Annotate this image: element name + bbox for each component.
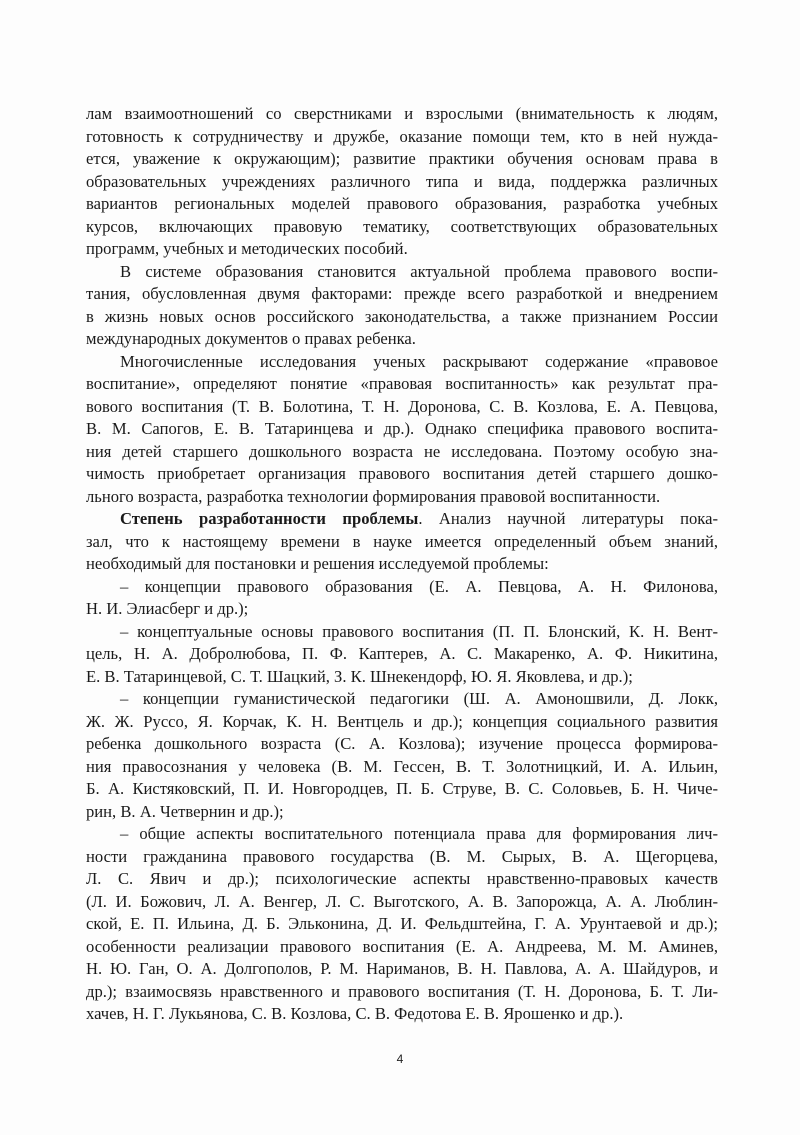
text-line: ется, уважение к окружающим); развитие практики обучения основам права в [86, 149, 718, 168]
text-line: ния детей старшего дошкольного возраста не исследована. Поэтому особую зна- [86, 441, 718, 461]
list-item [86, 688, 718, 823]
text-line: хачев, Н. Г. Лукьянова, С. В. Козлова, С. В. Федотова Е. В. Ярошенко и др.). [86, 1004, 624, 1023]
list-item [86, 823, 718, 1026]
list-item [86, 576, 718, 621]
text-line: Б. А. Кистяковский, П. И. Новгородцев, П. Б. Струве, В. С. Соловьев, Б. Н. Чиче- [86, 779, 718, 798]
text-line: цель, Н. А. Добролюбова, П. Ф. Каптерев, А. С. Макаренко, А. Ф. Никитина, [86, 644, 718, 663]
text-line: – общие аспекты воспитательного потенциала права для формирования лич- [120, 824, 718, 843]
text-line: лам взаимоотношений со сверстниками и взрослыми (внимательность к людям, [86, 104, 718, 123]
text-line: – концепции гуманистической педагогики (Ш. А. Амоношвили, Д. Локк, [120, 689, 718, 708]
text-line: курсов, включающих правовую тематику, соответствующих образовательных [86, 216, 718, 236]
list-item [86, 621, 718, 689]
body-text [86, 103, 718, 1026]
text-line: льного возраста, разработка технологии формирования правовой воспитанности. [86, 486, 661, 506]
section-heading: Степень разработанности проблемы [120, 509, 419, 528]
paragraph [86, 508, 718, 576]
text-line: вариантов региональных моделей правового образования, разработка учебных [86, 194, 718, 213]
paragraph [86, 351, 718, 509]
text-line: В. М. Сапогов, Е. В. Татаринцева и др.). Однако специфика правового воспита- [86, 419, 718, 438]
text-line: – концептуальные основы правового воспитания (П. П. Блонский, К. Н. Вент- [120, 621, 718, 641]
text-line: др.); взаимосвязь нравственного и правового воспитания (Т. Н. Доронова, Б. Т. Ли- [86, 981, 718, 1001]
page-number: 4 [396, 1052, 404, 1066]
text-line: ности гражданина правового государства (В. М. Сырых, В. А. Щегорцева, [86, 846, 718, 866]
text-line: Е. В. Татаринцевой, С. Т. Шацкий, З. К. Шнекендорф, Ю. Я. Яковлева, и др.); [86, 666, 633, 686]
text-line: Н. И. Элиасберг и др.); [86, 599, 249, 618]
text-line: воспитание», определяют понятие «правовая воспитанность» как результат пра- [86, 374, 718, 393]
text-line [86, 508, 718, 531]
text-line: тания, обусловленная двумя факторами: прежде всего разработкой и внедрением [86, 284, 718, 303]
text-line: Н. Ю. Ган, О. А. Долгополов, Р. М. Нариманов, В. Н. Павлова, А. А. Шайдуров, и [86, 959, 718, 978]
text-line: ния правосознания у человека (В. М. Гессен, В. Т. Золотницкий, И. А. Ильин, [86, 756, 718, 776]
text-line: рин, В. А. Четвернин и др.); [86, 801, 284, 821]
text-line: программ, учебных и методических пособий. [86, 239, 408, 258]
paragraph [86, 261, 718, 351]
text-line: (Л. И. Божович, Л. А. Венгер, Л. С. Выготского, А. В. Запорожца, А. А. Люблин- [86, 891, 718, 911]
text-line: – концепции правового образования (Е. А. Певцова, А. Н. Филонова, [120, 576, 718, 596]
text-line: в жизнь новых основ российского законодательства, а также признанием России [86, 306, 718, 326]
paragraph [86, 103, 718, 261]
text-line: ской, Е. П. Ильина, Д. Б. Эльконина, Д. И. Фельдштейна, Г. А. Урунтаевой и др.); [86, 914, 718, 933]
text-line: Ж. Ж. Руссо, Я. Корчак, К. Н. Вентцель и др.); концепция социального развития [86, 711, 718, 731]
text-line: готовность к сотрудничеству и дружбе, оказание помощи тем, кто в ней нужда- [86, 126, 718, 146]
text-line: зал, что к настоящему времени в науке имеется определенный объем знаний, [86, 531, 718, 551]
text-line: образовательных учреждениях различного типа и вида, поддержка различных [86, 171, 718, 191]
text-line: В системе образования становится актуальной проблема правового воспи- [120, 261, 718, 281]
text-line: необходимый для постановки и решения исследуемой проблемы: [86, 554, 549, 573]
text-line: Многочисленные исследования ученых раскрывают содержание «правовое [120, 351, 718, 371]
text-fragment: . Анализ научной литературы пока- [418, 509, 718, 528]
text-line: чимость приобретает организация правового воспитания детей старшего дошко- [86, 464, 718, 483]
text-line: особенности реализации правового воспитания (Е. А. Андреева, М. М. Аминев, [86, 936, 718, 956]
text-line: ребенка дошкольного возраста (С. А. Козлова); изучение процесса формирова- [86, 734, 718, 753]
text-line: вового воспитания (Т. В. Болотина, Т. Н. Доронова, С. В. Козлова, Е. А. Певцова, [86, 396, 718, 416]
text-line: международных документов о правах ребенка. [86, 329, 416, 348]
text-line: Л. С. Явич и др.); психологические аспекты нравственно-правовых качеств [86, 869, 718, 888]
